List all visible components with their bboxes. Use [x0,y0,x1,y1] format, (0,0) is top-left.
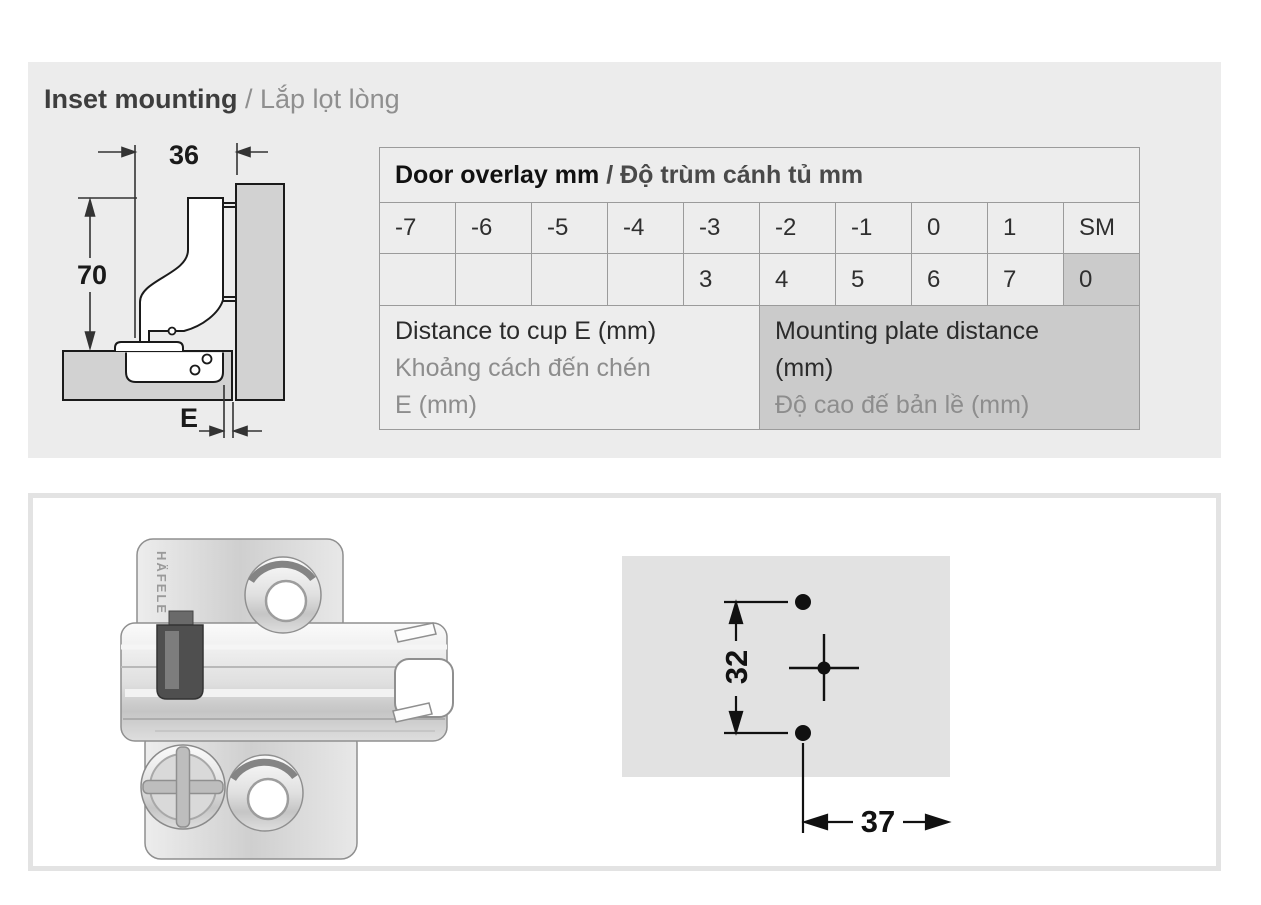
plate-distance-cell: 7 [988,254,1064,306]
section-title-separator: / [237,84,260,114]
plate-distance-cell: 6 [912,254,988,306]
mounting-plate-distance-vi: Độ cao đế bản lề (mm) [775,391,1030,419]
cabinet-side-panel-drawing [236,184,284,400]
hinge-cross-section-diagram [55,135,305,445]
table-header-row [380,148,1140,203]
plate-distance-cell [456,254,532,306]
plate-distance-cell [380,254,456,306]
overlay-cell: -5 [532,203,608,254]
plate-brand-stamp: HÄFELE [154,551,169,615]
plate-screw-hole-top [245,557,321,633]
overlay-cell: -6 [456,203,532,254]
plate-distance-cell [532,254,608,306]
plate-screw-hole-bottom [227,755,303,831]
screw-hole-bottom-mark [795,725,811,741]
dimension-37-label: 37 [860,804,896,839]
inset-mounting-section [28,62,1221,458]
mounting-plate-section [28,493,1221,871]
dimension-e-label: E [179,403,199,433]
plate-distance-cell: 5 [836,254,912,306]
dimension-36-label: 36 [168,140,200,170]
plate-distance-row [380,254,1140,306]
table-title-vi: Độ trùm cánh tủ mm [620,160,864,189]
mounting-plate-photo [95,535,495,865]
section-title-en: Inset mounting [44,84,238,114]
overlay-cell: 0 [912,203,988,254]
plate-cam-screw [141,745,225,829]
plate-distance-cell: 4 [760,254,836,306]
overlay-cell: -4 [608,203,684,254]
table-title [380,148,1140,203]
panel-face-drawing [622,556,950,777]
overlay-cell: -2 [760,203,836,254]
plate-distance-cell [608,254,684,306]
overlay-cell: -3 [684,203,760,254]
hinge-mount-tabs [223,203,236,301]
overlay-cell: 1 [988,203,1064,254]
overlay-cell: -7 [380,203,456,254]
mounting-plate-distance-en-line1: Mounting plate distance [775,317,1040,345]
door-overlay-table [379,147,1140,430]
cup-flange-drawing [115,342,183,351]
overlay-cell: -1 [836,203,912,254]
distance-to-cup-vi-line1: Khoảng cách đến chén [395,354,651,382]
distance-to-cup-en: Distance to cup E (mm) [395,317,657,345]
hinge-arm-drawing [140,198,223,342]
overlay-cell-sm: SM [1064,203,1140,254]
table-footer-row [380,306,1140,430]
mounting-plate-distance-cell [760,306,1140,430]
distance-to-cup-vi-line2: E (mm) [395,391,477,419]
plate-distance-cell: 3 [684,254,760,306]
dimension-70-label: 70 [76,260,108,290]
overlay-values-row [380,203,1140,254]
table-title-en: Door overlay mm [395,160,600,189]
section-title-vi: Lắp lọt lòng [260,84,400,114]
plate-distance-cell-sm: 0 [1064,254,1140,306]
distance-to-cup-cell [380,306,760,430]
dimension-32-label: 32 [719,649,754,685]
section-title [44,83,400,115]
screw-hole-top-mark [795,594,811,610]
drilling-dimensions-diagram [610,545,1070,855]
mounting-plate-distance-en-line2: (mm) [775,354,834,382]
table-title-separator: / [599,160,621,189]
